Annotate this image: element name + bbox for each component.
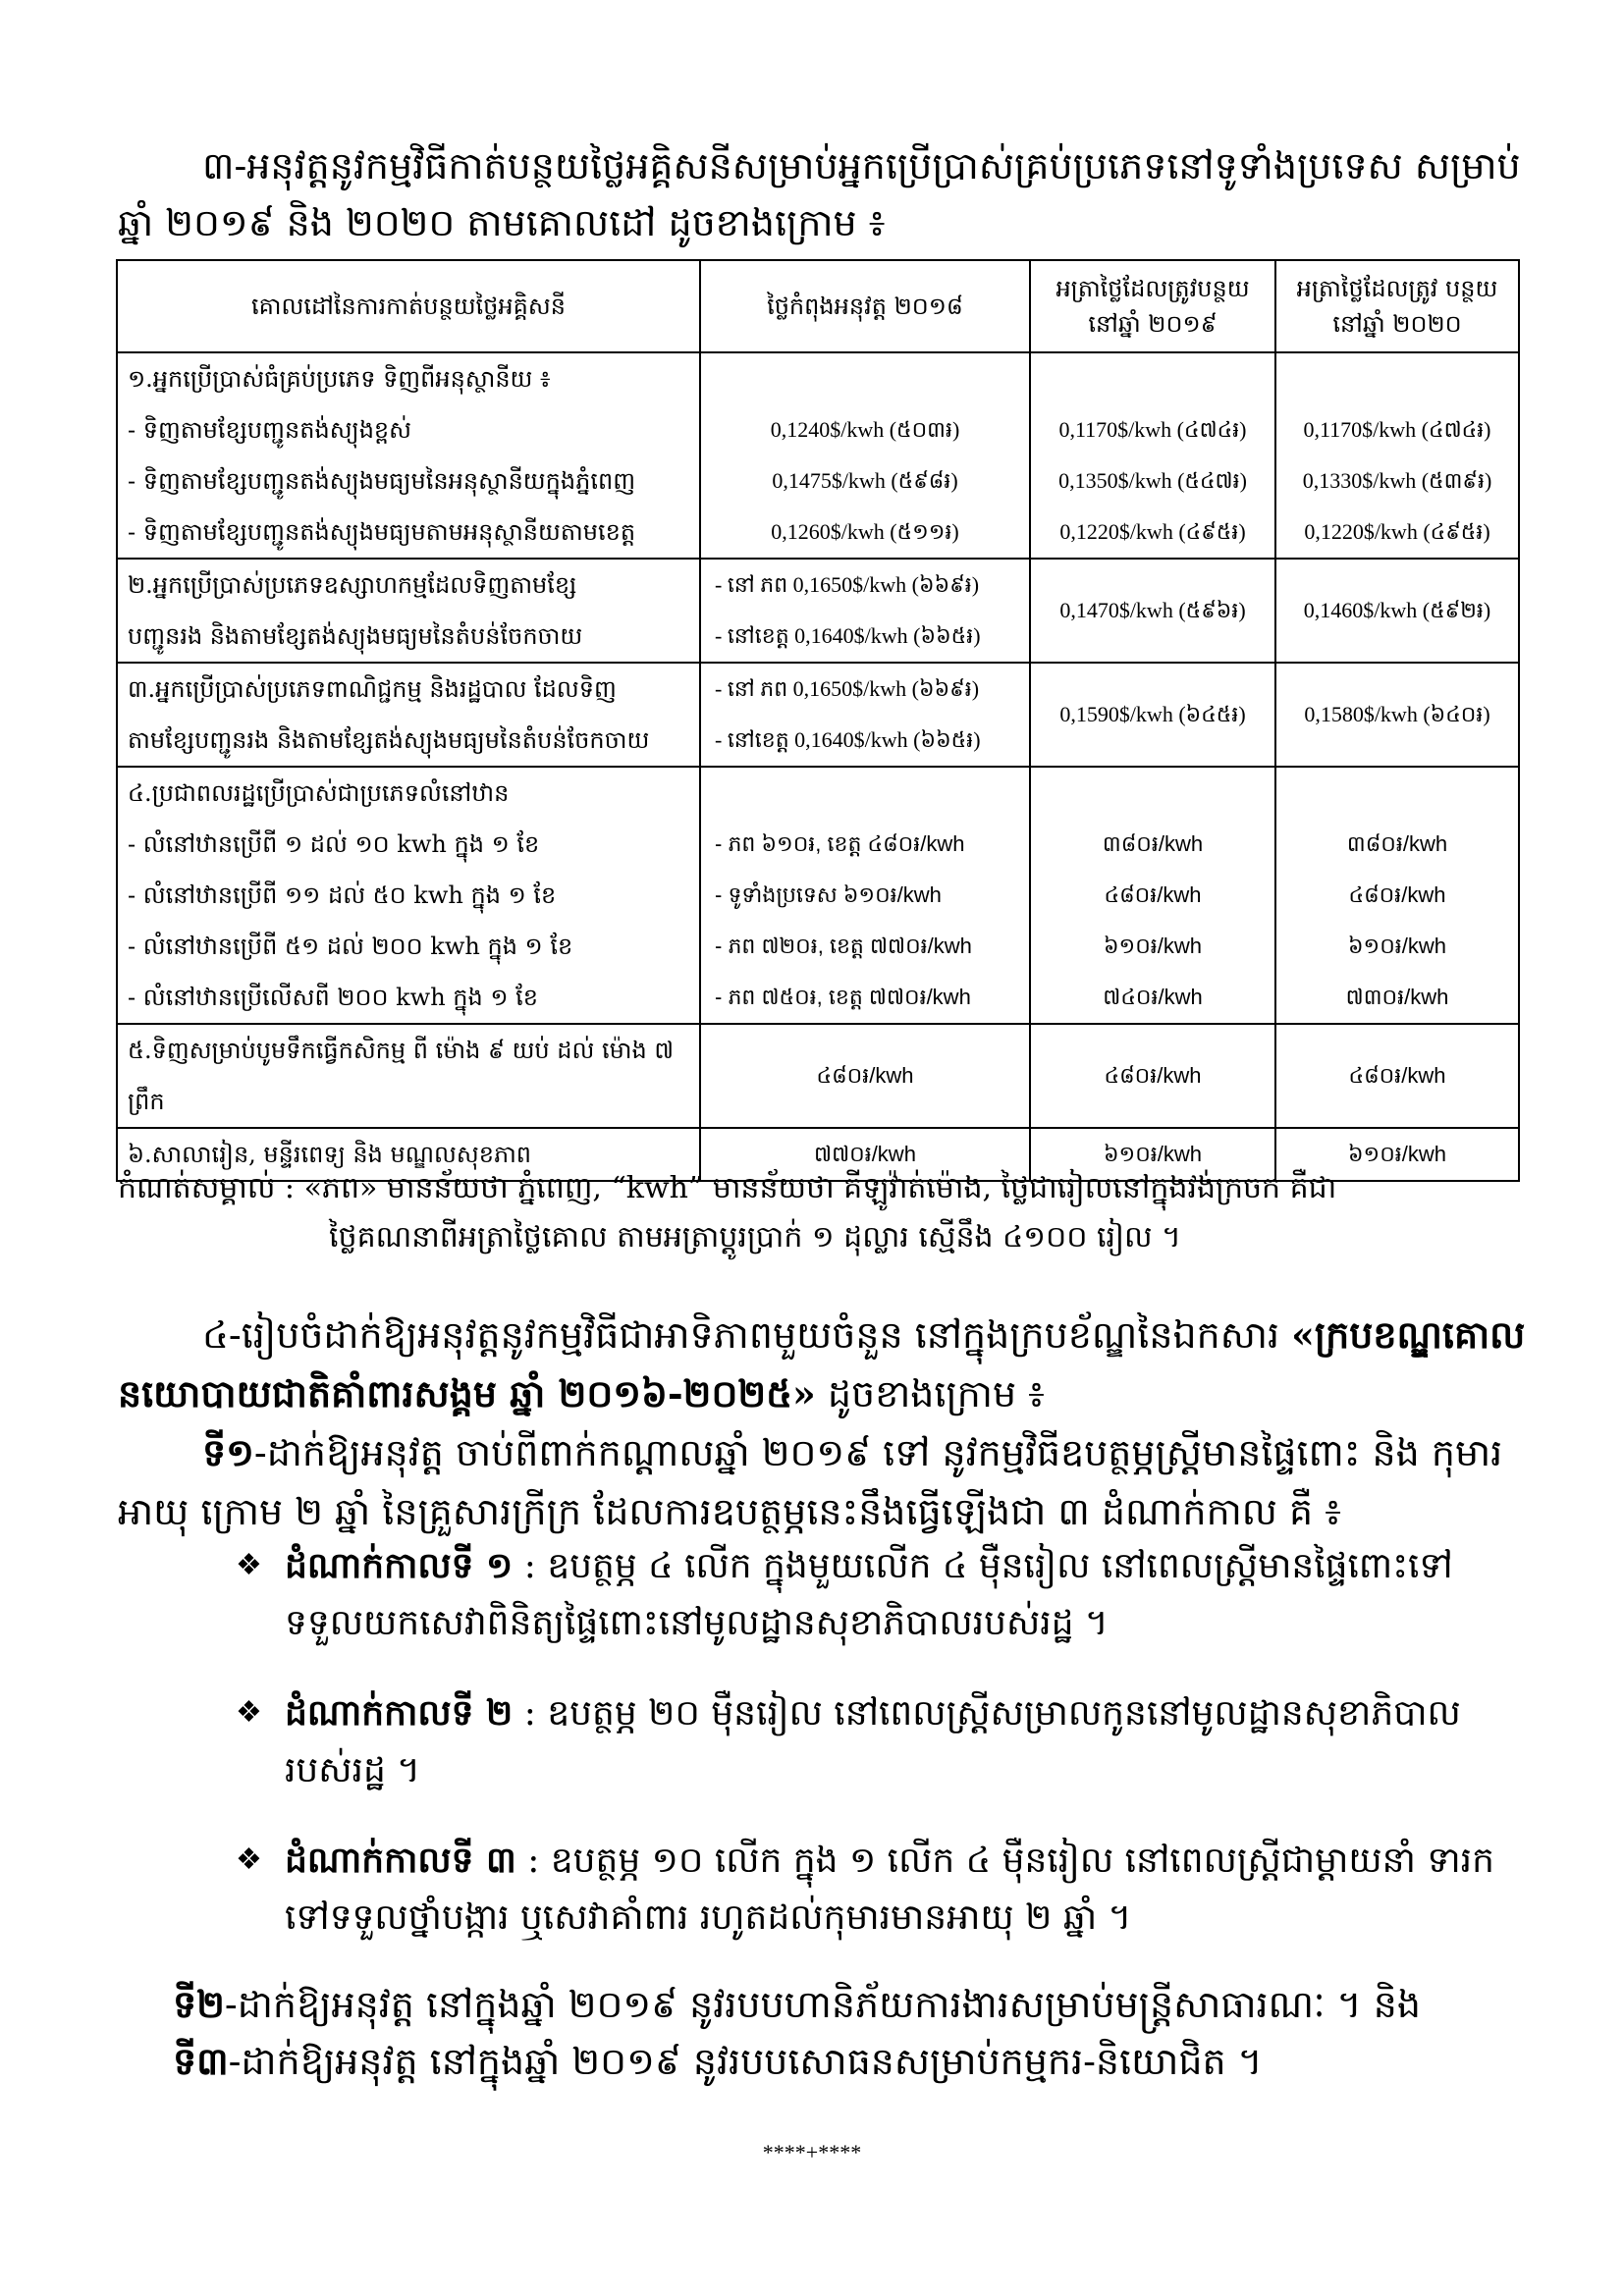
rate-2019: ៤៨០៛/kwh — [1104, 882, 1202, 907]
group-title: ៣.អ្នកប្រើប្រាស់ប្រភេទពាណិជ្ជកម្ម និងរដ្ឋបាល ដែលទិញ — [128, 675, 617, 703]
diamond-bullet-icon: ❖ — [236, 1842, 262, 1877]
phase-1-title: ដំណាក់កាលទី ១ — [285, 1545, 514, 1586]
table-header-row — [117, 260, 1519, 352]
phase-2 — [236, 1684, 1522, 1799]
row-label: - ទិញតាមខ្សែបញ្ជូនតង់ស្យុងមធ្យមតាមអនុស្ថានីយតាមខេត្ត — [128, 518, 636, 546]
table-row — [117, 1024, 1519, 1128]
rate-2020: 0,1580$/kwh (៦៤០៛) — [1275, 663, 1519, 767]
rate-2019: 0,1350$/kwh (៥៤៧៛) — [1058, 468, 1247, 493]
rate-2020: ៦១០៛/kwh — [1347, 934, 1447, 958]
table-row — [117, 352, 1519, 559]
phase-1-text: : ឧបត្ថម្ភ ៤ លើក ក្នុងមួយលើក ៤ ម៉ឺនរៀល នៅពេលស្ត្រីមានផ្ទៃពោះទៅទទួលយកសេវាពិនិត្យផ្ទៃពោះនៅមូលដ្ឋានសុខាភិបាលរបស់រដ្ឋ ។ — [285, 1546, 1453, 1643]
rate-2020: ៧៣០៛/kwh — [1345, 985, 1449, 1009]
row-label: - ទិញតាមខ្សែបញ្ជូនតង់ស្យុងមធ្យមនៃអនុស្ថានីយក្នុងភ្នំពេញ — [128, 467, 636, 495]
group-title-cont: តាមខ្សែបញ្ជូនរង និងតាមខ្សែតង់ស្យុងមធ្យមនៃតំបន់ចែកចាយ — [128, 726, 650, 754]
row-label: - លំនៅឋានប្រើពី ១១ ដល់ ៥០ kwh ក្នុង ១ ខែ — [128, 881, 557, 909]
rate-2018: 0,1240$/kwh (៥០៣៛) — [770, 417, 960, 442]
group-3-2018 — [700, 663, 1030, 767]
rate-2019: ៧៤០៛/kwh — [1103, 985, 1203, 1009]
item-1-number: ទី១ — [202, 1430, 254, 1474]
group-title-cont: បញ្ជូនរង និងតាមខ្សែតង់ស្យុងមធ្យមនៃតំបន់ចែកចាយ — [128, 622, 583, 650]
rate-2019: ៣៨០៛/kwh — [1102, 831, 1204, 856]
row-label: - លំនៅឋានប្រើពី ៥១ ដល់ ២០០ kwh ក្នុង ១ ខែ — [128, 933, 573, 960]
table-row — [117, 559, 1519, 663]
rate-2018: - ភព ៧២០៛, ខេត្ត ៧៧០៛/kwh — [715, 934, 972, 958]
header-target: គោលដៅនៃការកាត់បន្ថយថ្លៃអគ្គិសនី — [117, 260, 700, 352]
item-2 — [118, 1975, 1532, 2034]
rate-2018: - នៅខេត្ត 0,1640$/kwh (៦៦៥៛) — [715, 727, 981, 752]
rate-2020: ៦១០៛/kwh — [1275, 1128, 1519, 1181]
phase-3-title: ដំណាក់កាលទី ៣ — [285, 1840, 516, 1881]
group-4-2019 — [1030, 767, 1275, 1024]
item-1-text: -ដាក់ឱ្យអនុវត្ត ចាប់ពីពាក់កណ្តាលឆ្នាំ ២០១៩ ទៅ នូវកម្មវិធីឧបត្ថម្ភស្ត្រីមានផ្ទៃពោះ និង កុមារអាយុ ក្រោម ២ ឆ្នាំ នៃគ្រួសារក្រីក្រ ដែលការឧបត្ថម្ភនេះនឹងធ្វើឡើងជា ៣ ដំណាក់កាល គឺ ៖ — [118, 1431, 1503, 1533]
group-3-block — [117, 663, 700, 767]
item-3-text: -ដាក់ឱ្យអនុវត្ត នៅក្នុងឆ្នាំ ២០១៩ នូវរបបសោធនសម្រាប់កម្មករ-និយោជិត ។ — [228, 2040, 1263, 2083]
table-note — [118, 1164, 1522, 1262]
end-marker: ****+**** — [762, 2140, 862, 2164]
electricity-tariff-table — [116, 259, 1520, 1182]
group-title: ៥.ទិញសម្រាប់បូមទឹកធ្វើកសិកម្ម ពី ម៉ោង ៩ យប់ ដល់ ម៉ោង ៧ ព្រឹក — [117, 1024, 700, 1128]
rate-2020: 0,1460$/kwh (៥៩២៛) — [1275, 559, 1519, 663]
group-4-block — [117, 767, 700, 1024]
table-row — [117, 663, 1519, 767]
group-1-block — [117, 352, 700, 559]
item-3-number: ទី៣ — [173, 2039, 229, 2083]
rate-2019: 0,1470$/kwh (៥៩៦៛) — [1030, 559, 1275, 663]
section-3-heading: ៣-អនុវត្តនូវកម្មវិធីកាត់បន្ថយថ្លៃអគ្គិសនីសម្រាប់អ្នកប្រើប្រាស់គ្រប់ប្រភេទនៅទូទាំងប្រទេស សម្រាប់ ឆ្នាំ ២០១៩ និង ២០២០ តាមគោលដៅ ដូចខាងក្រោម ៖ — [118, 144, 1521, 244]
rate-2018: - ទូទាំងប្រទេស ៦១០៛/kwh — [715, 882, 942, 907]
section-4-heading-end: ដូចខាងក្រោម ៖ — [815, 1372, 1045, 1415]
rate-2019: 0,1590$/kwh (៦៤៥៛) — [1030, 663, 1275, 767]
group-1-2020 — [1275, 352, 1519, 559]
group-2-2018 — [700, 559, 1030, 663]
phase-3 — [236, 1832, 1522, 1947]
item-2-number: ទី២ — [173, 1982, 225, 2026]
diamond-bullet-icon: ❖ — [236, 1548, 262, 1582]
group-2-block — [117, 559, 700, 663]
phase-2-title: ដំណាក់កាលទី ២ — [285, 1692, 514, 1734]
item-1 — [118, 1423, 1532, 1541]
rate-2020: 0,1220$/kwh (៤៩៥៛) — [1304, 519, 1490, 544]
row-label: - លំនៅឋានប្រើលើសពី ២០០ kwh ក្នុង ១ ខែ — [128, 984, 539, 1011]
rate-2018: - នៅខេត្ត 0,1640$/kwh (៦៦៥៛) — [715, 623, 981, 648]
rate-2018: 0,1260$/kwh (៥១១៛) — [771, 519, 959, 544]
rate-2020: 0,1330$/kwh (៥៣៩៛) — [1302, 468, 1492, 493]
phase-1 — [236, 1537, 1522, 1652]
section-4-heading-text: ៤-រៀបចំដាក់ឱ្យអនុវត្តនូវកម្មវិធីជាអាទិភាពមួយចំនួន នៅក្នុងក្របខ័ណ្ឌនៃឯកសារ — [202, 1313, 1292, 1357]
header-2020: អត្រាថ្លៃដែលត្រូវ បន្ថយនៅឆ្នាំ ២០២០ — [1275, 260, 1519, 352]
header-2019: អត្រាថ្លៃដែលត្រូវបន្ថយ នៅឆ្នាំ ២០១៩ — [1030, 260, 1275, 352]
group-title: ១.អ្នកប្រើប្រាស់ធំគ្រប់ប្រភេទ ទិញពីអនុស្ថានីយ ៖ — [128, 365, 551, 393]
header-2018: ថ្លៃកំពុងអនុវត្ត ២០១៨ — [700, 260, 1030, 352]
rate-2020: 0,1170$/kwh (៤៧៤៛) — [1303, 417, 1491, 442]
group-title: ៦.សាលារៀន, មន្ទីរពេទ្យ និង មណ្ឌលសុខភាព — [117, 1128, 700, 1181]
rate-2019: 0,1170$/kwh (៤៧៤៛) — [1058, 417, 1247, 442]
item-2-text: -ដាក់ឱ្យអនុវត្ត នៅក្នុងឆ្នាំ ២០១៩ នូវរបបហានិភ័យការងារសម្រាប់មន្ត្រីសាធារណៈ ។ និង — [224, 1983, 1422, 2026]
group-1-2018 — [700, 352, 1030, 559]
table-row — [117, 767, 1519, 1024]
rate-2018: ៤៨០៛/kwh — [700, 1024, 1030, 1128]
rate-2018: - ភព ៧៥០៛, ខេត្ត ៧៧០៛/kwh — [715, 985, 971, 1009]
note-line-2: ថ្លៃគណនាពីអត្រាថ្លៃគោល តាមអត្រាប្តូរប្រាក់ ១ ដុល្លារ ស្មើនឹង ៤១០០ រៀល ។ — [329, 1220, 1181, 1255]
group-title: ២.អ្នកប្រើប្រាស់ប្រភេទឧស្សាហកម្មដែលទិញតាមខ្សែ — [128, 571, 577, 599]
item-3 — [118, 2032, 1532, 2091]
group-4-2020 — [1275, 767, 1519, 1024]
rate-2019: ៦១០៛/kwh — [1103, 934, 1203, 958]
note-line-1: កំណត់សម្គាល់ : «ភព» មានន័យថា ភ្នំពេញ, “kwh” មានន័យថា គីឡូវ៉ាត់ម៉ោង, ថ្លៃជារៀលនៅក្នុងវង់ក្រចក គឺជា — [118, 1171, 1337, 1205]
rate-2019: 0,1220$/kwh (៤៩៥៛) — [1059, 519, 1246, 544]
framework-title: «ក្របខណ្ឌគោលនយោបាយជាតិគាំពារសង្គម ឆ្នាំ ២០១៦-២០២៥» — [118, 1312, 1526, 1415]
group-4-2018 — [700, 767, 1030, 1024]
rate-2019: ៦១០៛/kwh — [1030, 1128, 1275, 1181]
rate-2019: ៤៨០៛/kwh — [1030, 1024, 1275, 1128]
group-title: ៤.ប្រជាពលរដ្ឋប្រើប្រាស់ជាប្រភេទលំនៅឋាន — [128, 779, 510, 807]
rate-2018: ៧៧០៛/kwh — [700, 1128, 1030, 1181]
section-4-heading — [118, 1306, 1532, 1423]
rate-2020: ៤៨០៛/kwh — [1275, 1024, 1519, 1128]
diamond-bullet-icon: ❖ — [236, 1695, 262, 1730]
rate-2018: 0,1475$/kwh (៥៩៨៛) — [772, 468, 958, 493]
rate-2020: ៤៨០៛/kwh — [1348, 882, 1446, 907]
phase-2-text: : ឧបត្ថម្ភ ២០ ម៉ឺនរៀល នៅពេលស្ត្រីសម្រាលកូននៅមូលដ្ឋានសុខាភិបាលរបស់រដ្ឋ ។ — [285, 1693, 1461, 1790]
row-label: - លំនៅឋានប្រើពី ១ ដល់ ១០ kwh ក្នុង ១ ខែ — [128, 830, 540, 858]
row-label: - ទិញតាមខ្សែបញ្ជូនតង់ស្យុងខ្ពស់ — [128, 416, 412, 444]
rate-2020: ៣៨០៛/kwh — [1346, 831, 1448, 856]
rate-2018: - នៅ ភព 0,1650$/kwh (៦៦៩៛) — [715, 676, 980, 701]
rate-2018: - នៅ ភព 0,1650$/kwh (៦៦៩៛) — [715, 572, 980, 597]
rate-2018: - ភព ៦១០៛, ខេត្ត ៤៨០៛/kwh — [715, 831, 965, 856]
group-1-2019 — [1030, 352, 1275, 559]
phase-3-text: : ឧបត្ថម្ភ ១០ លើក ក្នុង ១ លើក ៤ ម៉ឺនរៀល នៅពេលស្ត្រីជាម្តាយនាំ ទារក ទៅទទួលថ្នាំបង្ការ ឬសេវាគាំពារ រហូតដល់កុមារមានអាយុ ២ ឆ្នាំ ។ — [285, 1841, 1494, 1938]
